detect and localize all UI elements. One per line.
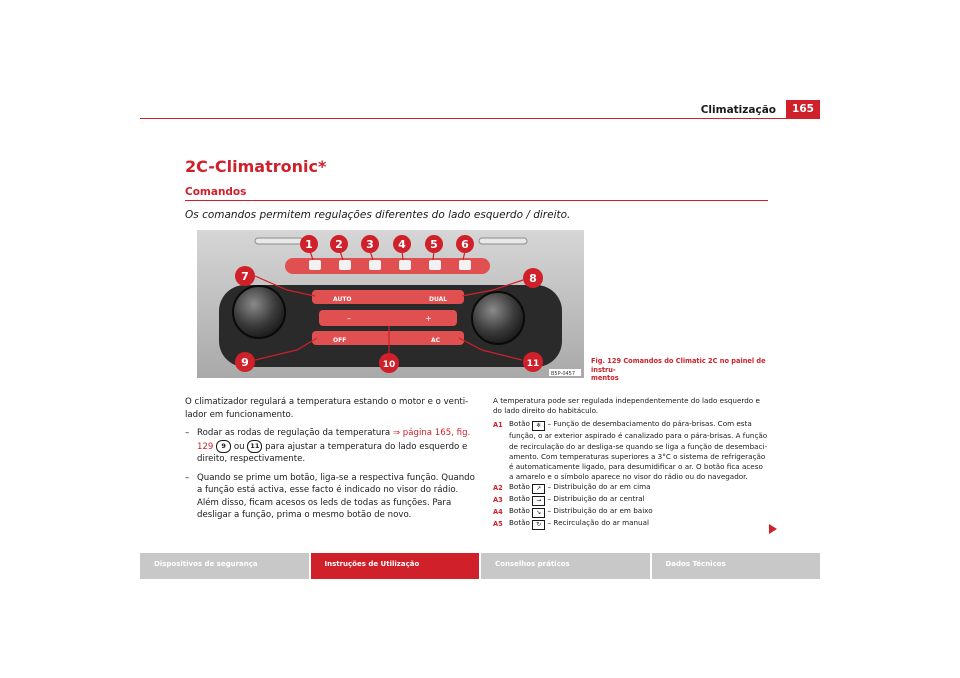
button-4-air-down[interactable] bbox=[399, 260, 411, 270]
subsection-rule bbox=[185, 200, 768, 201]
off-button[interactable]: OFF bbox=[333, 337, 347, 344]
item-tag: A4 bbox=[493, 508, 503, 517]
item-tag: A3 bbox=[493, 496, 503, 505]
list-item-a5 bbox=[493, 518, 768, 530]
item-text: – Recirculação do ar manual bbox=[547, 518, 650, 528]
recirculation-icon: ↻ bbox=[532, 520, 545, 530]
item-tag: A1 bbox=[493, 421, 503, 430]
dual-button[interactable]: DUAL bbox=[429, 296, 448, 303]
callout-1: 1 bbox=[305, 238, 313, 251]
item-text: – Distribuição do ar em cima bbox=[547, 482, 651, 492]
next-page-arrow-icon[interactable] bbox=[769, 524, 777, 534]
section-title: 2C-Climatronic* bbox=[185, 157, 327, 176]
button-2-air-up[interactable] bbox=[339, 260, 351, 270]
callout-ref-9: 9 bbox=[216, 440, 231, 453]
figure-caption: Fig. 129 Comandos do Climatic 2C no painel de instru- mentos bbox=[591, 357, 766, 382]
callout-8: 8 bbox=[529, 272, 537, 285]
vent-slot-right bbox=[479, 238, 527, 244]
footer-tab-tips[interactable]: Conselhos práticos bbox=[481, 553, 650, 579]
page-number: 165 bbox=[786, 100, 820, 118]
right-temp-knob[interactable] bbox=[472, 292, 524, 344]
callout-6: 6 bbox=[461, 238, 469, 251]
auto-button[interactable]: AUTO bbox=[333, 296, 352, 303]
right-column bbox=[493, 396, 768, 530]
subsection-title: Comandos bbox=[185, 186, 247, 198]
bullet-temperature-ou: ou bbox=[233, 441, 245, 452]
bullet-buttons-text: Quando se prime um botão, liga-se a respectiva função. Quando a função está activa, esse facto é indicado no visor do rádio. Além disso, ficam acesos os leds de todas as funções. Para desligar a função, prima o mesmo botão de novo. bbox=[197, 472, 475, 520]
footer-tab-instructions[interactable]: Instruções de Utilização bbox=[311, 553, 480, 579]
bullet-dash: – bbox=[185, 428, 190, 438]
bullet-temperature-pre: Rodar as rodas de regulação da temperatura bbox=[197, 428, 393, 438]
callout-3: 3 bbox=[366, 238, 374, 251]
figure-reference-link[interactable]: ⇒ página 165, fig. 129 bbox=[197, 428, 471, 452]
air-center-icon: → bbox=[532, 496, 545, 506]
callout-7: 7 bbox=[241, 270, 249, 283]
button-5-recirculation[interactable] bbox=[429, 260, 441, 270]
fan-plus[interactable]: + bbox=[425, 314, 432, 323]
left-paragraph: O climatizador regulará a temperatura estando o motor e o venti-lador em funcionamento. bbox=[185, 397, 469, 420]
callout-2: 2 bbox=[335, 238, 343, 251]
item-label: Botão bbox=[509, 506, 530, 516]
callout-ref-11: 11 bbox=[247, 440, 262, 453]
list-item-a1 bbox=[493, 419, 768, 482]
left-temp-knob[interactable] bbox=[233, 286, 285, 338]
footer-tab-safety[interactable]: Dispositivos de segurança bbox=[140, 553, 309, 579]
bullet-temperature-post: para ajustar a temperatura do lado esquerdo e direito, respectivamente. bbox=[197, 441, 468, 464]
list-item-a4 bbox=[493, 506, 768, 518]
air-up-icon: ↗ bbox=[532, 484, 545, 494]
climate-panel-figure bbox=[197, 230, 584, 378]
callout-9: 9 bbox=[241, 356, 249, 369]
button-1-defrost[interactable] bbox=[309, 260, 321, 270]
vent-slot-left bbox=[255, 238, 303, 244]
item-text: – Função de desembaciamento do pára-brisas. Com esta função, o ar exterior aspirado é canalizado para o pára-brisas. A função de recirculação do ar desliga-se quando se liga a função de desembaci-amento. Com temperaturas superiores a 3°C o sistema de refrigeração é automaticamente ligado, para desumidificar o ar. O botão fica aceso a amarelo e o símbolo aparece no visor do rádio ou do navegador. bbox=[509, 419, 768, 482]
climate-panel-svg bbox=[197, 230, 584, 378]
bullet-temperature bbox=[185, 427, 475, 466]
callout-11: 11 bbox=[526, 359, 540, 369]
item-label: Botão bbox=[509, 419, 530, 429]
fan-strip bbox=[319, 310, 457, 326]
defrost-icon: ❄ bbox=[532, 421, 545, 431]
intro-text: Os comandos permitem regulações diferentes do lado esquerdo / direito. bbox=[185, 209, 571, 221]
item-tag: A2 bbox=[493, 484, 503, 493]
ac-button[interactable]: AC bbox=[431, 337, 441, 344]
figure-code: B5P-0457 bbox=[551, 371, 576, 377]
right-paragraph: A temperatura pode ser regulada independentemente do lado esquerdo e do lado direito do habitáculo. bbox=[493, 396, 760, 416]
air-down-icon: ↘ bbox=[532, 508, 545, 518]
footer-tab-technical[interactable]: Dados Técnicos bbox=[652, 553, 821, 579]
left-column bbox=[185, 396, 475, 528]
button-3-air-center[interactable] bbox=[369, 260, 381, 270]
item-text: – Distribuição do ar central bbox=[547, 494, 645, 504]
item-tag: A5 bbox=[493, 520, 503, 529]
bullet-buttons bbox=[185, 472, 475, 522]
list-item-a3 bbox=[493, 494, 768, 506]
callout-10: 10 bbox=[382, 360, 396, 370]
callout-5: 5 bbox=[430, 238, 438, 251]
list-item-a2 bbox=[493, 482, 768, 494]
header-rule bbox=[140, 118, 820, 119]
bullet-dash: – bbox=[185, 472, 190, 483]
item-text: – Distribuição do ar em baixo bbox=[547, 506, 653, 516]
item-label: Botão bbox=[509, 494, 530, 504]
button-6-rear-defrost[interactable] bbox=[459, 260, 471, 270]
item-label: Botão bbox=[509, 518, 530, 528]
callout-4: 4 bbox=[398, 238, 406, 251]
fan-minus[interactable]: – bbox=[347, 314, 351, 323]
running-header-title: Climatização bbox=[700, 104, 776, 116]
footer-nav bbox=[140, 553, 820, 579]
item-label: Botão bbox=[509, 482, 530, 492]
